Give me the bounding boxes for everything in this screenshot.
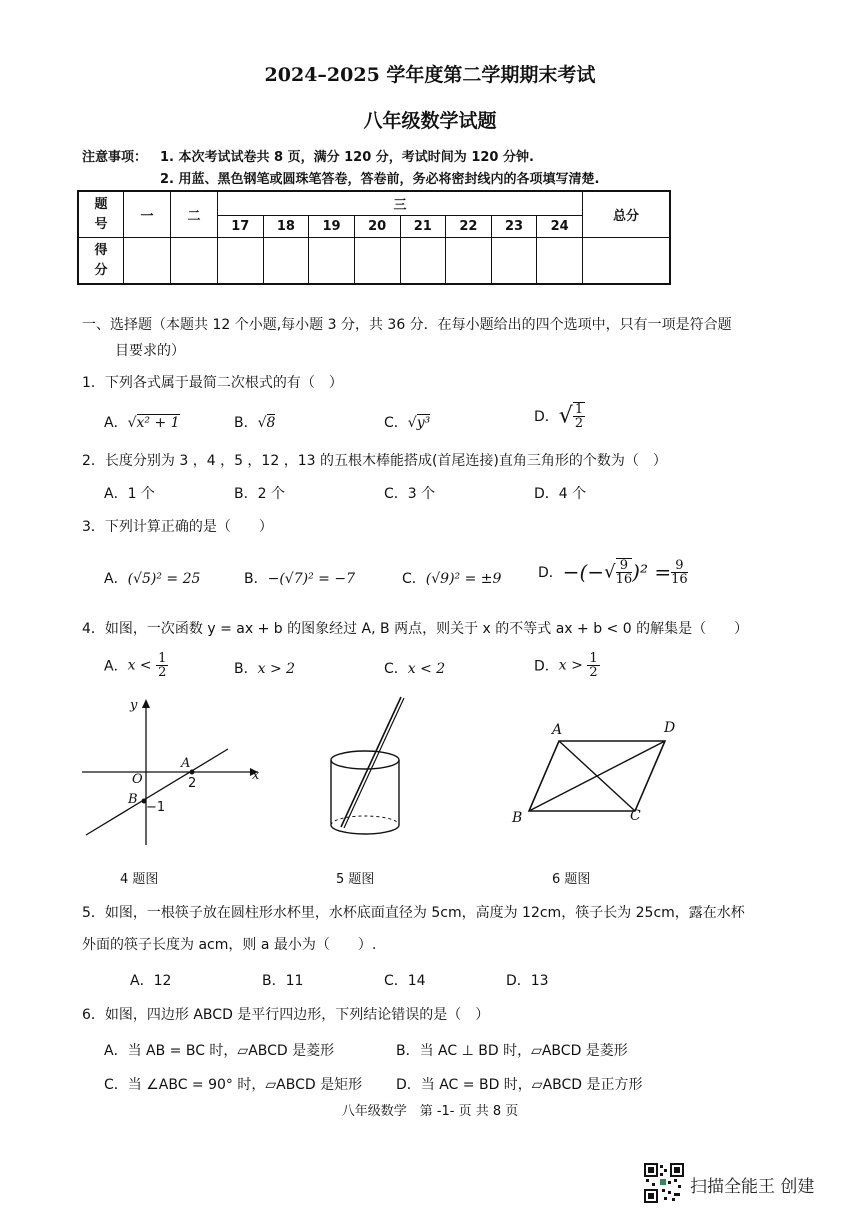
sub-col: 22: [446, 216, 492, 238]
exam-subtitle: 八年级数学试题: [363, 110, 497, 132]
q5-option-c: C．14: [384, 973, 426, 989]
section1-heading: 一、选择题（本题共 12 个小题,每小题 3 分，共 36 分．在每小题给出的四个选项中，只有一项是符合题: [82, 317, 732, 333]
sub-col: 20: [354, 216, 400, 238]
score-cell[interactable]: [263, 238, 309, 284]
q5-option-d: D．13: [506, 973, 549, 989]
score-cell[interactable]: [171, 238, 218, 284]
fig6-vertex-d: D: [664, 720, 676, 736]
q6-option-c: C．当 ∠ABC = 90° 时，▱ABCD 是矩形: [104, 1077, 363, 1093]
fig4-point-b: B: [128, 792, 138, 807]
q3-option-b: B．−(√7)² = −7: [244, 571, 355, 587]
q3-option-d: D．−(−√ $\frac{9}{16}$ )² = $\frac{9}{16}$: [538, 557, 688, 587]
q2-option-c: C．3 个: [384, 486, 436, 502]
q1-option-a: A．√x² + 1: [104, 415, 180, 431]
page-footer: 八年级数学 第 -1- 页 共 8 页: [341, 1104, 519, 1119]
row-label-question: 题 号: [78, 191, 124, 238]
qr-code-icon: [644, 1163, 684, 1203]
q3-stem: 3．下列计算正确的是（ ）: [82, 519, 273, 535]
q3-option-c: C．(√9)² = ±9: [402, 571, 502, 587]
figure-6-parallelogram: [515, 725, 675, 835]
fig4-origin-label: O: [132, 772, 143, 787]
row-label-score: 得 分: [78, 238, 124, 284]
fig4-caption: 4 题图: [120, 872, 159, 887]
q1-option-c: C．√y³: [384, 415, 431, 431]
col-part3: 三: [218, 191, 583, 216]
score-cell[interactable]: [400, 238, 446, 284]
fig4-tick-neg1: −1: [146, 800, 166, 815]
fig6-vertex-a: A: [552, 722, 563, 738]
q5-stem-cont: 外面的筷子长度为 acm，则 a 最小为（ ）.: [82, 937, 377, 953]
q1-option-d: D．√ $\frac{1}{2}$: [534, 402, 584, 431]
q4-stem: 4．如图，一次函数 y = ax + b 的图象经过 A, B 两点，则关于 x 的不等式 ax + b < 0 的解集是（ ）: [82, 621, 749, 637]
exam-title: 2024–2025 学年度第二学期期末考试: [264, 64, 596, 86]
section1-heading-cont: 目要求的）: [115, 343, 185, 359]
score-cell[interactable]: [491, 238, 537, 284]
col-part1: 一: [124, 191, 171, 238]
q2-option-b: B．2 个: [234, 486, 285, 502]
q1-option-b: B．√8: [234, 415, 276, 431]
fig4-y-label: y: [130, 698, 138, 713]
col-part2: 二: [171, 191, 218, 238]
q5-stem: 5．如图，一根筷子放在圆柱形水杯里，水杯底面直径为 5cm，高度为 12cm，筷子长为 25cm，露在水杯: [82, 905, 745, 921]
fig4-tick-2: 2: [188, 776, 197, 791]
q5-option-b: B．11: [262, 973, 304, 989]
q4-option-c: C．x < 2: [384, 661, 446, 677]
fig6-caption: 6 题图: [552, 872, 591, 887]
score-cell[interactable]: [124, 238, 171, 284]
q6-option-b: B．当 AC ⊥ BD 时，▱ABCD 是菱形: [396, 1043, 628, 1059]
score-cell[interactable]: [537, 238, 583, 284]
q5-option-a: A．12: [130, 973, 172, 989]
q6-option-d: D．当 AC = BD 时，▱ABCD 是正方形: [396, 1077, 643, 1093]
q2-option-d: D．4 个: [534, 486, 587, 502]
score-table: [77, 190, 671, 285]
q6-stem: 6．如图，四边形 ABCD 是平行四边形，下列结论错误的是（ ）: [82, 1007, 490, 1023]
figure-4-graph: [78, 695, 278, 855]
fig4-x-label: x: [252, 768, 260, 783]
fig6-vertex-b: B: [512, 810, 523, 826]
sub-col: 24: [537, 216, 583, 238]
score-cell[interactable]: [218, 238, 264, 284]
q1-stem: 1．下列各式属于最简二次根式的有（ ）: [82, 375, 343, 391]
notice-label: 注意事项：: [82, 150, 148, 165]
figure-5-cylinder: [325, 695, 425, 845]
sub-col: 21: [400, 216, 446, 238]
fig6-vertex-c: C: [630, 808, 641, 824]
notice-2: 2. 用蓝、黑色钢笔或圆珠笔答卷，答卷前，务必将密封线内的各项填写清楚.: [160, 172, 600, 187]
score-cell[interactable]: [309, 238, 355, 284]
fig4-point-a: A: [181, 756, 191, 771]
notice-1: 1. 本次考试试卷共 8 页，满分 120 分，考试时间为 120 分钟.: [160, 150, 534, 165]
q4-option-b: B．x > 2: [234, 661, 296, 677]
score-cell[interactable]: [446, 238, 492, 284]
sub-col: 18: [263, 216, 309, 238]
score-cell[interactable]: [354, 238, 400, 284]
scanner-watermark: 扫描全能王 创建: [690, 1177, 815, 1197]
sub-col: 23: [491, 216, 537, 238]
score-cell[interactable]: [583, 238, 671, 284]
q3-option-a: A．(√5)² = 25: [104, 571, 201, 587]
sub-col: 19: [309, 216, 355, 238]
col-total: 总分: [583, 191, 671, 238]
q6-option-a: A．当 AB = BC 时，▱ABCD 是菱形: [104, 1043, 335, 1059]
q4-option-a: A．x < $\frac{1}{2}$: [104, 651, 167, 680]
sub-col: 17: [218, 216, 264, 238]
q2-option-a: A．1 个: [104, 486, 155, 502]
fig5-caption: 5 题图: [336, 872, 375, 887]
q2-stem: 2．长度分别为 3 ，4 ，5 ，12 ，13 的五根木棒能搭成(首尾连接)直角三角形的个数为（ ）: [82, 453, 667, 469]
q4-option-d: D．x > $\frac{1}{2}$: [534, 651, 598, 680]
